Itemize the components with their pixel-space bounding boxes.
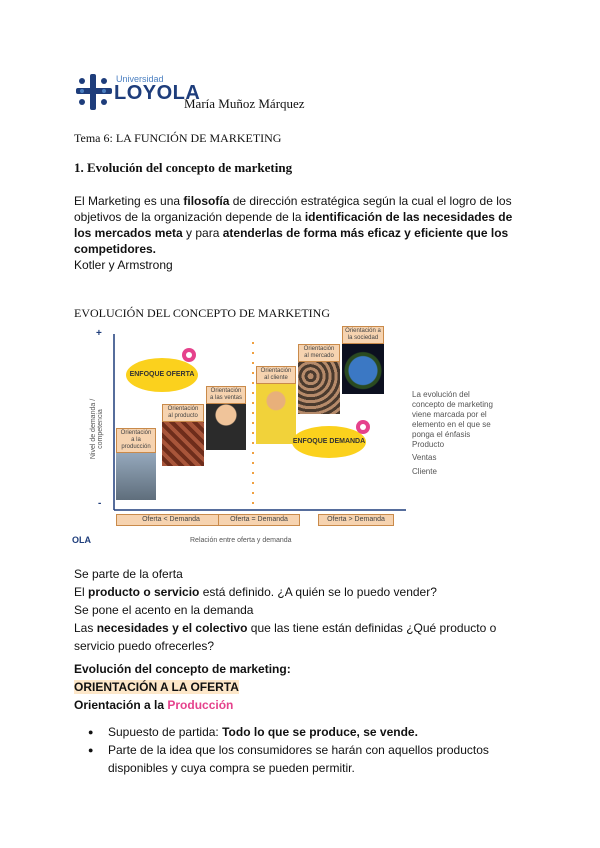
stage-label: Orientación al cliente: [256, 366, 296, 384]
demand-focus-ellipse: ENFOQUE DEMANDA: [292, 426, 366, 458]
relation-box: Oferta = Demanda: [218, 514, 300, 526]
author-name: María Muñoz Márquez: [184, 96, 305, 111]
orientation-text: [74, 565, 534, 655]
axis-minus: -: [98, 498, 102, 509]
customer-photo: [256, 384, 296, 444]
marketing-evolution-diagram: [72, 322, 501, 552]
logo-big-text: LOYOLA: [114, 82, 201, 104]
section-evolution: [74, 660, 291, 714]
footer-logo: OLA: [72, 535, 91, 545]
offer-line: Se parte de la oferta: [74, 567, 183, 581]
legend-item: Ventas: [412, 453, 437, 462]
side-note: La evolución del concepto de marketing viene marcada por el elemento en el que se ponga el énfasis: [412, 390, 493, 439]
offer-orientation-heading: ORIENTACIÓN A LA OFERTA: [74, 680, 239, 694]
relation-box: Oferta > Demanda: [318, 514, 394, 526]
needs-line: Las necesidades y el colectivo que las tiene están definidas ¿Qué producto o servicio puedo ofrecerles?: [74, 621, 497, 653]
section-heading: Evolución del concepto de marketing:: [74, 662, 291, 676]
section-title: 1. Evolución del concepto de marketing: [74, 160, 293, 175]
offer-focus-ellipse: ENFOQUE OFERTA: [126, 358, 198, 392]
production-heading: Orientación a la Producción: [74, 698, 234, 712]
demand-focus-icon: [356, 420, 370, 434]
y-axis-label: Nivel de demanda / competencia: [90, 398, 104, 460]
stage-label: Orientación a las ventas: [206, 386, 246, 404]
offer-focus-icon: [182, 348, 196, 362]
university-logo-mark: [74, 74, 114, 110]
products-photo: [162, 418, 204, 466]
citation: Kotler y Armstrong: [74, 258, 173, 272]
definition-paragraph: El Marketing es una filosofía de dirección estratégica según la cual el logro de los objetivos de la organización depende de la identificación de las necesidades de los mercados meta y para atenderlas de forma más eficaz y eficiente que los competidores.: [74, 194, 513, 256]
legend-item: Producto: [412, 440, 445, 449]
assumption-list: [82, 723, 522, 777]
legend-item: Cliente: [412, 467, 437, 476]
stage-label: Orientación al mercado: [298, 344, 340, 362]
stage-label: Orientación al producto: [162, 404, 204, 422]
relation-box: Oferta < Demanda: [116, 514, 226, 526]
diagram-title: EVOLUCIÓN DEL CONCEPTO DE MARKETING: [74, 306, 330, 320]
stage-label: Orientación a la producción: [116, 428, 156, 453]
logo-small-text: Universidad: [116, 74, 164, 84]
list-item: ● Parte de la idea que los consumidores se harán con aquellos productos disponibles y cuya compra se pueden permitir.: [82, 741, 522, 777]
x-axis-label: Relación entre oferta y demanda: [190, 537, 292, 544]
product-line: El producto o servicio está definido. ¿A quién se lo puedo vender?: [74, 585, 437, 599]
earth-photo: [342, 342, 384, 394]
demand-line: Se pone el acento en la demanda: [74, 603, 254, 617]
crowd-photo: [298, 360, 340, 414]
salesman-photo: [206, 400, 246, 450]
stage-label: Orientación a la sociedad: [342, 326, 384, 344]
axis-plus: +: [96, 328, 102, 339]
list-item: ● Supuesto de partida: Todo lo que se produce, se vende.: [82, 723, 522, 741]
topic-title: Tema 6: LA FUNCIÓN DE MARKETING: [74, 131, 282, 145]
